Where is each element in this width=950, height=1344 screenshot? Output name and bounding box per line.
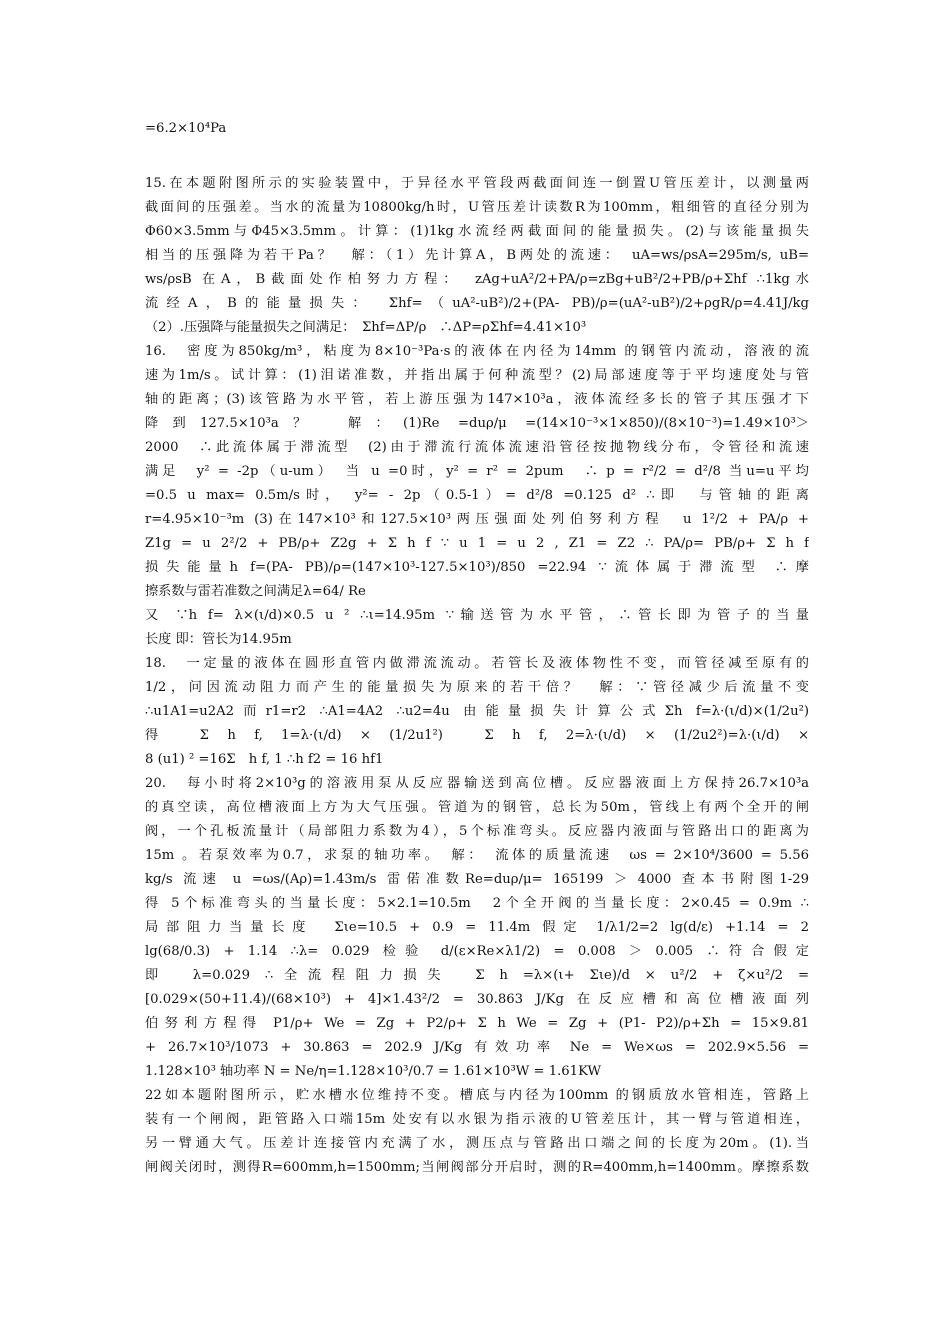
text-line: ∴u1A1=u2A2而r1=r2 ∴A1=4A2 ∴u2=4u 由能量损失计算公式Σh f=λ·(ι/d)×(1/2u²)	[145, 704, 809, 719]
text-line: （2）.压强降与能量损失之间满足： Σhf=ΔP/ρ ∴ΔP=ρΣhf=4.41×10³	[145, 320, 587, 335]
text-line: 轴的距离；(3)该管路为水平管，若上游压强为147×10³a，液体流经多长的管子其压强才下	[145, 392, 809, 407]
text-line: ws/ρsB 在A，B截面处作柏努力方程： zAg+uA²/2+PA/ρ=zBg+uB²/2+PB/ρ+Σhf ∴1kg水	[145, 272, 809, 287]
text-line: 得 Σ h f, 1=λ·(ι/d) × (1/2u1²) Σ h f, 2=λ·(ι/d) × (1/2u2²)=λ·(ι/d) ×	[145, 728, 809, 743]
text-line: 阀，一个孔板流量计（局部阻力系数为4），5个标准弯头。反应器内液面与管路出口的距离为	[145, 824, 809, 839]
text-line: 1.128×10³ 轴功率 N = Ne/η=1.128×10³/0.7 = 1.61×10³W = 1.61KW	[145, 1064, 602, 1079]
text-line: + 26.7×10³/1073 + 30.863 = 202.9 J/Kg 有效功率 Ne = We×ωs = 202.9×5.56 =	[145, 1040, 809, 1055]
text-line: 速为1m/s。试计算：(1)泪诺准数，并指出属于何种流型？(2)局部速度等于平均速度处与管	[145, 368, 809, 383]
text-line: 相当的压强降为若干Pa？ 解：（1）先计算A，B两处的流速： uA=ws/ρsA=295m/s, uB=	[145, 248, 809, 263]
text-line: 16. 密度为850kg/m³，粘度为8×10⁻³Pa·s的液体在内径为14mm 的钢管内流动，溶液的流	[145, 344, 809, 359]
text-line: 损失能量h f=(PA- PB)/ρ=(147×10³-127.5×10³)/850 =22.94 ∵流体属于滞流型 ∴摩	[145, 560, 809, 575]
text-line: kg/s 流速 u =ωs/(Aρ)=1.43m/s 雷偌准数Re=duρ/μ= 165199 ＞ 4000 查本书附图1-29	[145, 872, 809, 887]
text-line: 得 5个标准弯头的当量长度：5×2.1=10.5m 2个全开阀的当量长度：2×0.45 = 0.9m ∴	[145, 896, 809, 911]
text-line: 降到127.5×10³a？ 解：(1)Re =duρ/μ =(14×10⁻³×1×850)/(8×10⁻³)=1.49×10³＞	[145, 416, 809, 431]
text-line: 18. 一定量的液体在圆形直管内做滞流流动。若管长及液体物性不变，而管径减至原有的	[145, 656, 809, 671]
text-line: 另一臂通大气。压差计连接管内充满了水，测压点与管路出口端之间的长度为20m。(1).当	[145, 1136, 809, 1151]
text-line: 又 ∵h f= λ×(ι/d)×0.5 u ² ∴ι=14.95m ∵输送管为水平管，∴管长即为管子的当量	[145, 608, 809, 623]
text-line: 20. 每小时将2×10³g的溶液用泵从反应器输送到高位槽。反应器液面上方保持26.7×10³a	[145, 776, 809, 791]
text-line: 长度 即：管长为14.95m	[145, 632, 292, 647]
text-line: 22如本题附图所示，贮水槽水位维持不变。槽底与内径为100mm 的钢质放水管相连，管路上	[145, 1088, 809, 1103]
text-line: 8 (u1) ² =16Σ h f, 1 ∴h f2 = 16 hf1	[145, 752, 384, 767]
text-line: 擦系数与雷若准数之间满足λ=64/ Re	[145, 584, 366, 599]
text-line: 15.在本题附图所示的实验装置中，于异径水平管段两截面间连一倒置U管压差计，以测量两	[145, 176, 809, 191]
text-line: 截面间的压强差。当水的流量为10800kg/h时，U管压差计读数R为100mm，粗细管的直径分别为	[145, 200, 809, 215]
text-line: 装有一个闸阀，距管路入口端15m 处安有以水银为指示液的U管差压计，其一臂与管道相连，	[145, 1112, 809, 1127]
text-line: =0.5 u max= 0.5m/s时， y²= - 2p（0.5-1）= d²/8 =0.125 d² ∴即 与管轴的距离	[145, 488, 809, 503]
text-line: Φ60×3.5mm与Φ45×3.5mm。计算：(1)1kg水流经两截面间的能量损失。(2)与该能量损失	[145, 224, 809, 239]
text-line: 满足 y² = -2p（u-um） 当 u =0时，y² = r² = 2pum ∴ p = r²/2 = d²/8 当u=u平均	[145, 464, 809, 479]
text-line: 闸阀关闭时，测得R=600mm,h=1500mm;当闸阀部分开启时，测的R=400mm,h=1400mm。摩擦系数	[145, 1160, 809, 1175]
text-line: 局部阻力当量长度 Σιe=10.5 + 0.9 = 11.4m 假定 1/λ1/2=2 lg(d/ε) +1.14 = 2	[145, 920, 809, 935]
text-line: 流经A，B的能量损失： Σhf=（uA²-uB²)/2+(PA- PB)/ρ=(uA²-uB²)/2+ρgR/ρ=4.41J/kg	[145, 296, 809, 311]
text-line: 的真空读，高位槽液面上方为大气压强。管道为的钢管，总长为50m，管线上有两个全开的闸	[145, 800, 809, 815]
text-line: r=4.95×10⁻³m (3)在147×10³和127.5×10³两压强面处列伯努利方程 u 1²/2 + PA/ρ +	[145, 512, 809, 527]
text-line: 即 λ=0.029 ∴全流程阻力损失 Σ h =λ×(ι+ Σιe)/d × u²/2 + ζ×u²/2 =	[145, 968, 809, 983]
text-line: 伯努利方程得 P1/ρ+ We = Zg + P2/ρ+ Σ h We = Zg + (P1- P2)/ρ+Σh = 15×9.81	[145, 1016, 809, 1031]
text-line: Z1g = u 2²/2 + PB/ρ+ Z2g + Σ h f ∵ u 1 = u 2 , Z1 = Z2 ∴ PA/ρ= PB/ρ+ Σ h f	[145, 536, 809, 551]
text-line: lg(68/0.3) + 1.14 ∴λ= 0.029 检验 d/(ε×Re×λ1/2) = 0.008 ＞ 0.005 ∴符合假定	[145, 944, 809, 959]
text-line: 2000 ∴此流体属于滞流型 (2)由于滞流行流体流速沿管径按抛物线分布，令管径和流速	[145, 440, 809, 455]
text-line: =6.2×10⁴Pa	[145, 121, 227, 136]
text-line: 1/2，问因流动阻力而产生的能量损失为原来的若干倍？ 解：∵管径减少后流量不变	[145, 680, 809, 695]
text-line: [0.029×(50+11.4)/(68×10³) + 4]×1.43²/2 = 30.863 J/Kg 在反应槽和高位槽液面列	[145, 992, 809, 1007]
text-line: 15m 。若泵效率为0.7，求泵的轴功率。 解： 流体的质量流速 ωs = 2×10⁴/3600 = 5.56	[145, 848, 809, 863]
